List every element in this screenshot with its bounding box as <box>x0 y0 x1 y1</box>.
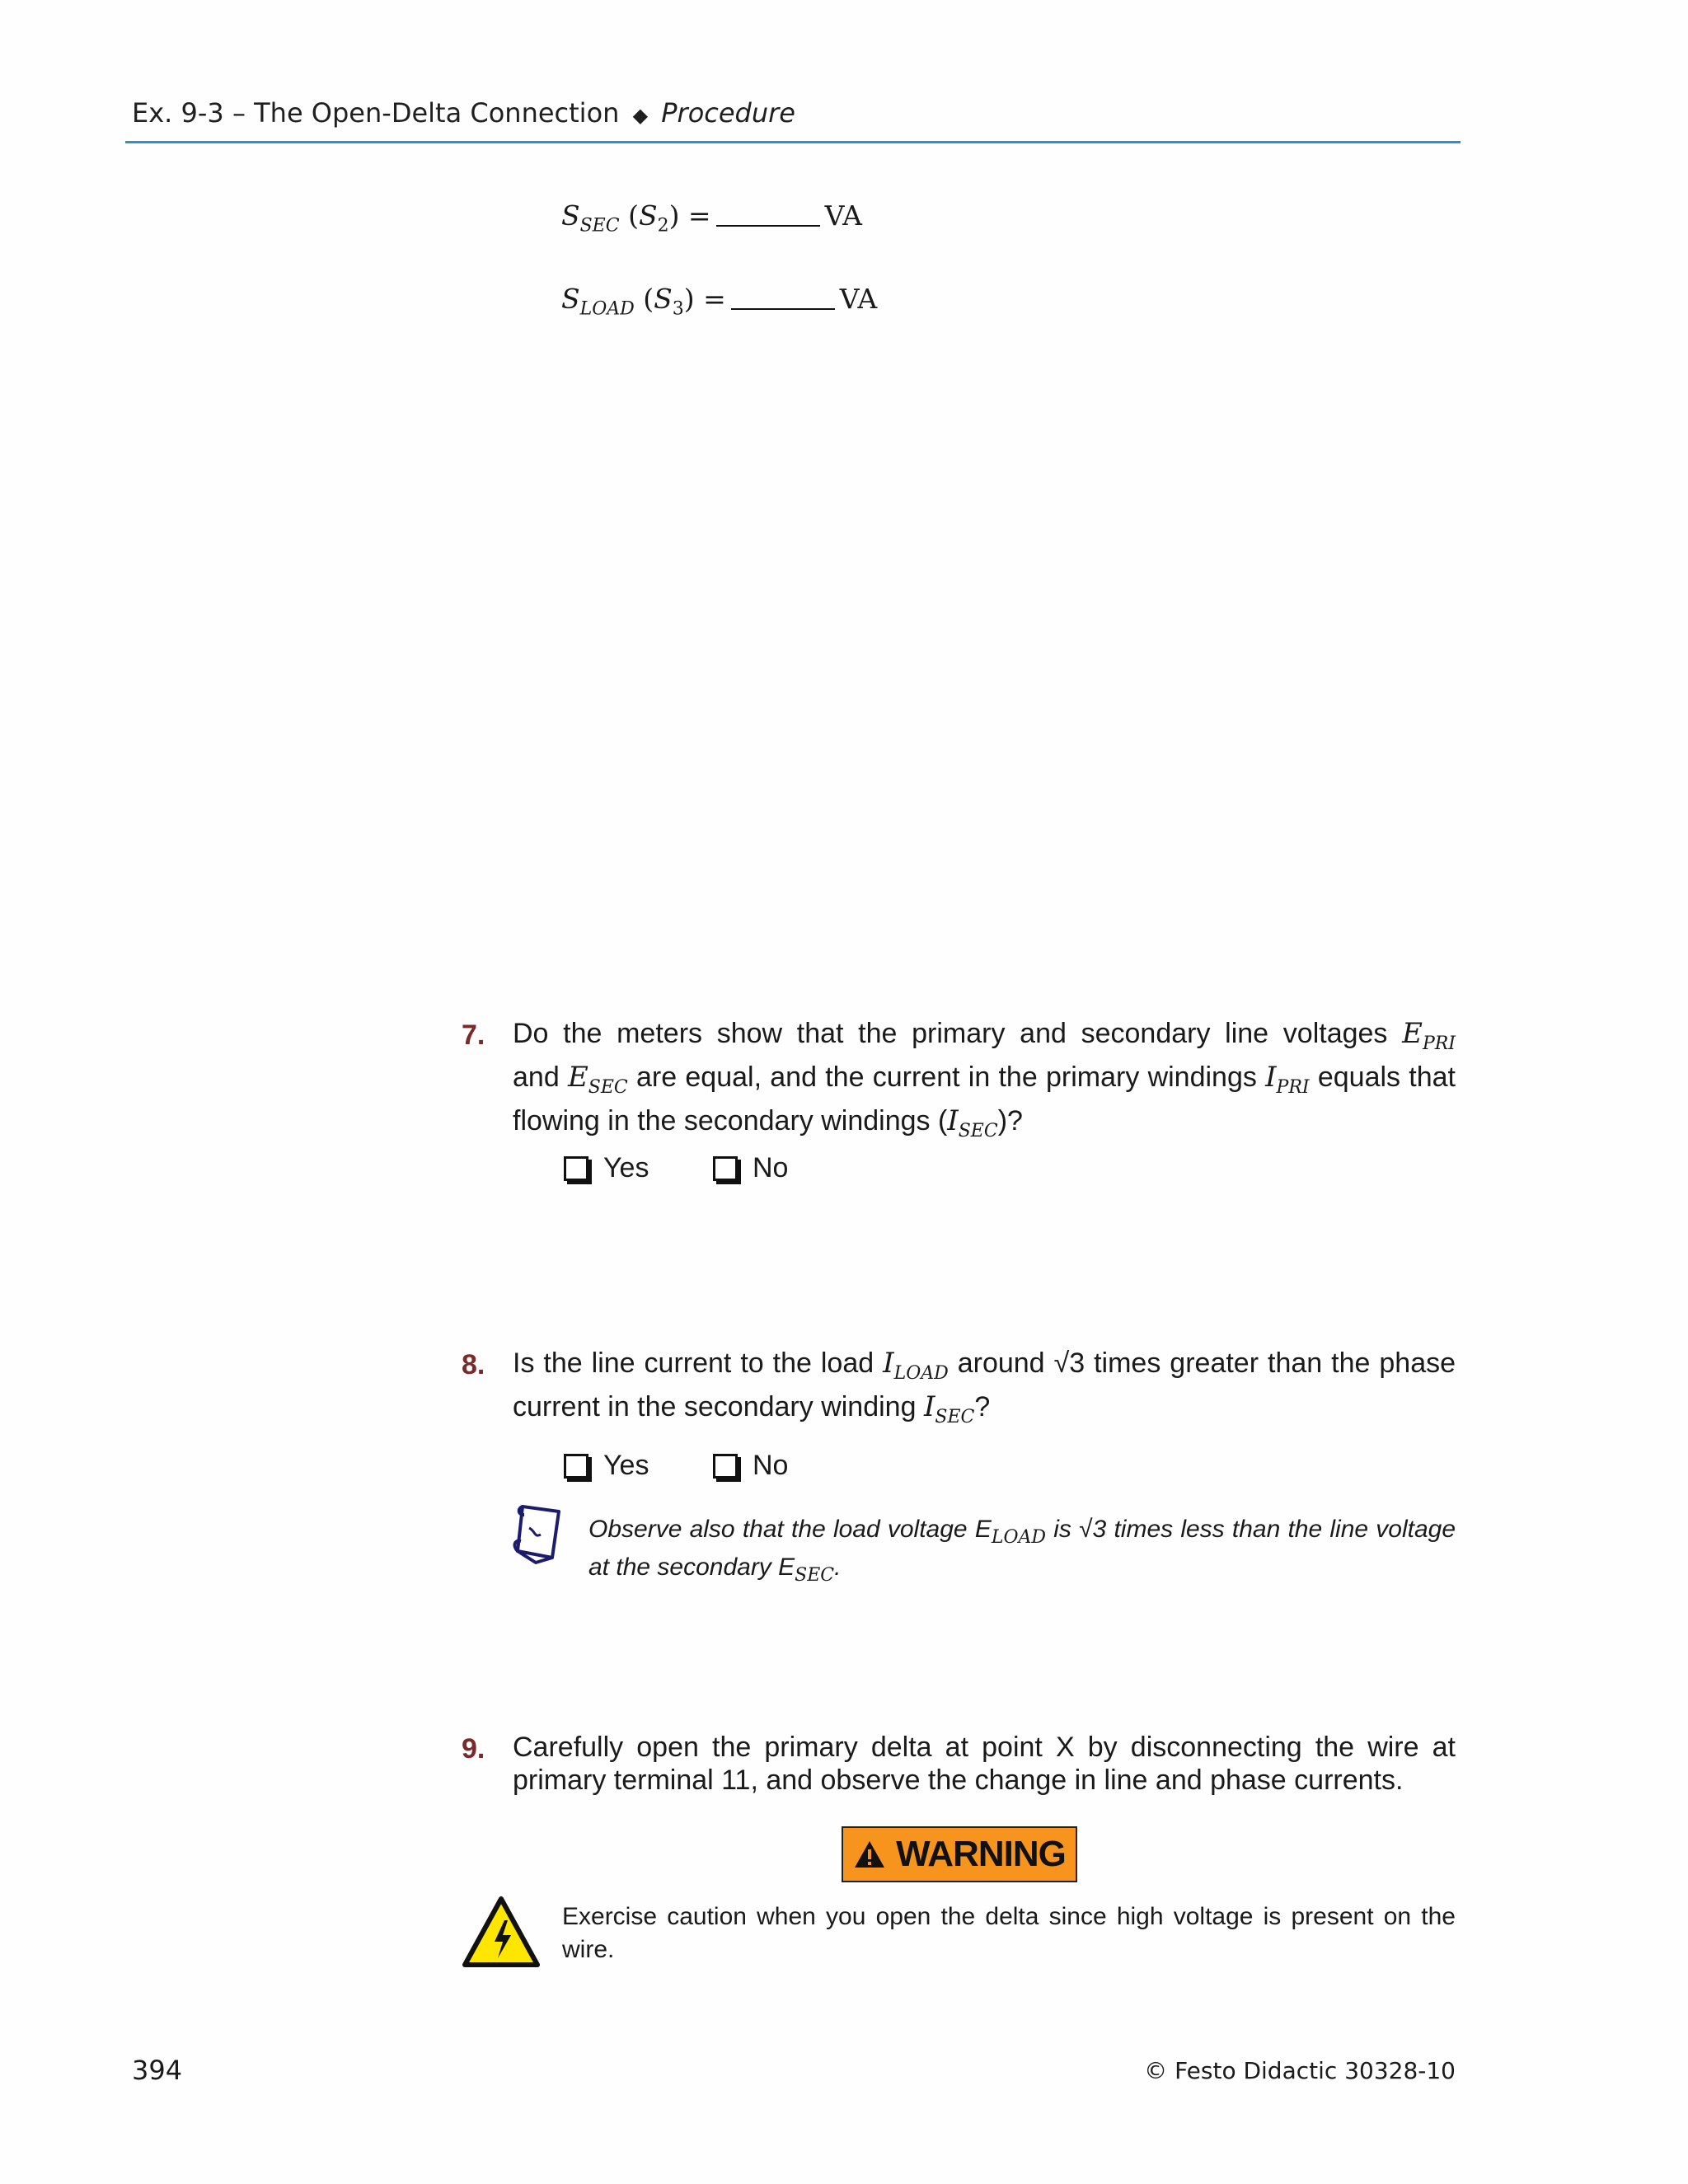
checkbox[interactable] <box>713 1454 738 1479</box>
warning-badge <box>842 1826 1077 1882</box>
note-text: Observe also that the load voltage $E_{LOAD}$ is √3 times less than the line voltage at the secondary $E_{SEC}$. <box>588 1516 1456 1586</box>
question-8-text: Is the line current to the load $I_{LOAD}$ around √3 times greater than the phase current in the secondary winding $I_{SEC}$? <box>513 1347 1456 1427</box>
exercise-title: Ex. 9-3 – The Open-Delta Connection <box>132 97 620 129</box>
caution-text: Exercise caution when you open the delta since high voltage is present on the wire. <box>562 1903 1456 1963</box>
answer-blank-sload[interactable] <box>731 308 835 310</box>
checkbox[interactable] <box>564 1156 588 1181</box>
warning-label: WARNING <box>896 1834 1066 1874</box>
diamond-separator: ◆ <box>632 104 649 127</box>
q8-yes-option[interactable]: Yes <box>564 1450 649 1482</box>
note-icon <box>511 1503 565 1570</box>
header-rule <box>125 141 1461 143</box>
section-title: Procedure <box>661 97 795 129</box>
equation-ssec: $S_{SEC}$ $(S_2)$ = VA <box>561 199 863 237</box>
answer-blank-ssec[interactable] <box>716 225 820 227</box>
equation-sload: $S_{LOAD}$ $(S_3)$ = VA <box>561 283 878 320</box>
high-voltage-hazard-icon <box>462 1896 541 1972</box>
question-9-text: Carefully open the primary delta at point X by disconnecting the wire at primary terminal 11, and observe the change in line and phase currents. <box>513 1732 1456 1796</box>
checkbox[interactable] <box>564 1454 588 1479</box>
page-number: 394 <box>132 2055 183 2086</box>
page-header <box>132 97 795 129</box>
question-8-number: 8. <box>462 1349 485 1380</box>
q7-yes-option[interactable]: Yes <box>564 1152 649 1184</box>
warning-triangle-icon <box>853 1840 886 1869</box>
question-7-text: Do the meters show that the primary and secondary line voltages $E_{PRI}$ and $E_{SEC}$ are equal, and the current in the primary windings $I_{PRI}$ equals that flowing in the secondary windings $(I_{SEC})$? <box>513 1017 1456 1141</box>
q7-no-option[interactable]: No <box>713 1152 788 1184</box>
checkbox[interactable] <box>713 1156 738 1181</box>
question-7-number: 7. <box>462 1019 485 1051</box>
q8-no-option[interactable]: No <box>713 1450 788 1482</box>
copyright: © Festo Didactic 30328-10 <box>1144 2057 1456 2084</box>
question-9-number: 9. <box>462 1733 485 1765</box>
